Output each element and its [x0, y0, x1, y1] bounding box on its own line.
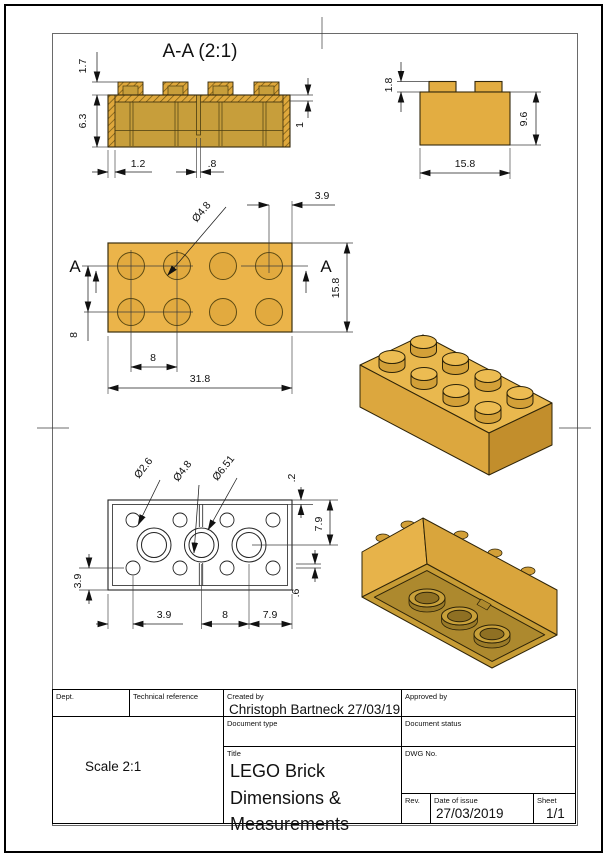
dim-top-stud-diameter: Ø4.8	[189, 199, 214, 225]
dim-rib-gap: .6	[290, 588, 302, 598]
dim-top-depth: 15.8	[330, 277, 342, 299]
dim-wall-thickness: 1.2	[130, 158, 146, 170]
dim-top-gap: .2	[286, 473, 298, 483]
dim-left-offset: 3.9	[72, 573, 84, 589]
dim-top-row-pitch: 8	[68, 332, 80, 338]
titleblock-dept-cell	[53, 690, 130, 717]
section-center-slot	[197, 95, 201, 135]
dim-tube-pitch: 8	[222, 609, 228, 621]
dept-label: Dept.	[56, 692, 74, 701]
section-label-right: A	[320, 257, 332, 276]
dim-end-width: 15.8	[454, 158, 476, 170]
drawing-title-line1: LEGO Brick	[230, 761, 326, 781]
titleblock-technical-reference-cell	[130, 690, 224, 717]
titleblock-dwg-no-cell	[402, 747, 576, 794]
iso-view-top	[360, 335, 552, 475]
end-view-stud	[429, 82, 456, 93]
created-by-label: Created by	[227, 692, 264, 701]
titleblock-created-by-cell	[224, 690, 402, 717]
scale-value: Scale 2:1	[85, 759, 142, 774]
drawing-title-line3: Measurements	[230, 814, 350, 834]
iso-view-bottom	[362, 518, 557, 668]
section-label-left: A	[69, 257, 81, 276]
rev-label: Rev.	[405, 796, 420, 805]
titleblock-sheet-cell	[534, 794, 576, 824]
titleblock-document-status-cell	[402, 717, 576, 747]
dim-top-length: 31.8	[189, 373, 211, 385]
section-studs	[118, 82, 279, 95]
title-label: Title	[227, 749, 241, 758]
dim-top-edge-offset: 3.9	[314, 190, 330, 202]
dim-bottom-edge-offset: 3.9	[156, 609, 172, 621]
dim-tube-outer-diameter: Ø6.51	[210, 453, 238, 484]
titleblock-rev-cell	[402, 794, 431, 824]
bottom-view-tubes	[137, 528, 266, 562]
drawing-title-line2: Dimensions &	[230, 787, 342, 808]
dim-rib-hole-diameter: Ø2.6	[131, 455, 156, 481]
sheet-value: 1/1	[546, 806, 565, 821]
dim-end-stud-height: 1.8	[383, 77, 395, 93]
dim-roof-thickness: 1	[294, 122, 306, 128]
section-view-title: A-A (2:1)	[162, 41, 238, 62]
section-right-wall-hatch	[283, 95, 290, 147]
end-view-stud	[475, 82, 502, 93]
document-type-label: Document type	[227, 719, 278, 728]
titleblock-scale-cell	[53, 717, 224, 824]
document-status-label: Document status	[405, 719, 462, 728]
titleblock-title-cell	[224, 747, 402, 834]
titleblock-approved-by-cell	[402, 690, 576, 717]
dim-end-body-height: 9.6	[518, 111, 530, 127]
section-view	[77, 41, 313, 178]
end-view-body	[420, 92, 510, 145]
dim-top-stud-pitch: 8	[150, 352, 156, 364]
dim-tube-inner-diameter: Ø4.8	[170, 458, 195, 484]
dwg-no-label: DWG No.	[405, 749, 438, 758]
sheet-label: Sheet	[537, 796, 557, 805]
date-of-issue-value: 27/03/2019	[436, 806, 504, 821]
dim-slot-width: .8	[207, 158, 217, 170]
dim-tube-edge-offset: 7.9	[262, 609, 278, 621]
title-block	[52, 689, 576, 834]
dim-body-height: 6.3	[77, 113, 89, 129]
dim-stud-height: 1.7	[77, 58, 89, 74]
section-left-wall-hatch	[108, 95, 115, 147]
dim-right-offset: 7.9	[313, 516, 325, 532]
bottom-view	[72, 453, 338, 629]
approved-by-label: Approved by	[405, 692, 448, 701]
date-of-issue-label: Date of issue	[434, 796, 478, 805]
titleblock-document-type-cell	[224, 717, 402, 747]
titleblock-date-of-issue-cell	[431, 794, 534, 824]
top-view	[68, 190, 353, 394]
end-view	[383, 62, 541, 179]
created-by-value: Christoph Bartneck 27/03/19	[229, 702, 401, 717]
technical-reference-label: Technical reference	[133, 692, 199, 701]
